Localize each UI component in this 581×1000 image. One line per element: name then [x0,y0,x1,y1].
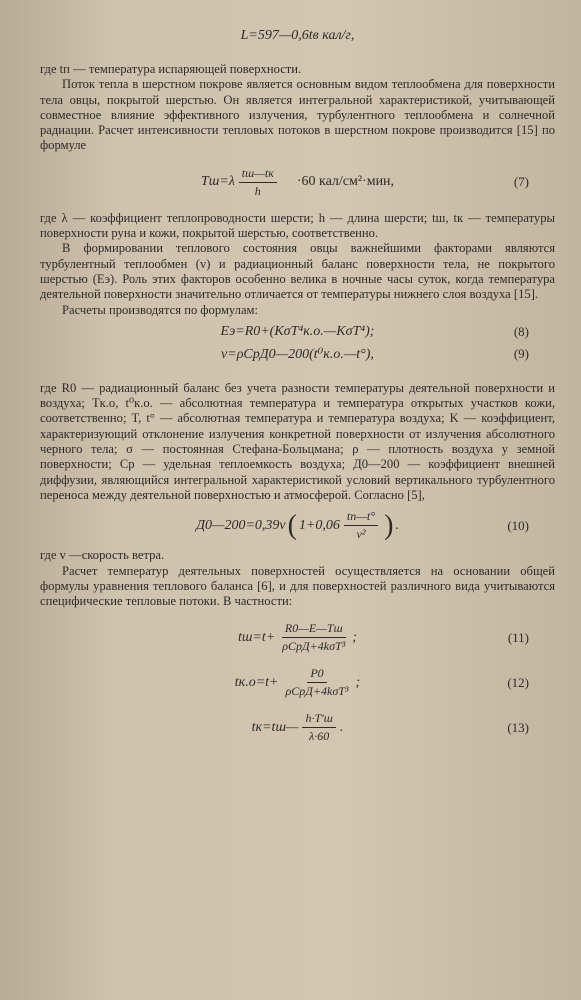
paragraph-evaporating-surface: где tп — температура испаряющей поверхности. [40,62,302,76]
equation-11-right: ; [352,629,357,645]
paragraph-thermal-state: В формировании теплового состояния овцы важнейшими факторами являются турбулентный теплообмен (v) и радиационный баланс поверхности тела, не покрытого шерстью (Eэ). Роль этих факторов особенно велика в ночные часы суток, когда температура деятельной поверхности значительно отличается от температуры нижнего слоя воздуха [15]. [40,241,555,302]
equation-13-right: . [339,719,344,735]
equation-9-number: (9) [513,346,529,362]
equation-10-inner: 1+0,06 [298,517,340,533]
equation-12-denominator: ρCpД+4kσT³ [285,684,349,699]
equation-10-number: (10) [507,517,529,533]
equation-13-fraction [302,711,335,744]
equation-7-number: (7) [513,174,529,190]
equation-11-denominator: ρCpД+4kσT³ [282,639,346,654]
paragraph-wind-speed: где v —скорость ветра. [40,548,165,563]
paragraph-fleece-heat-flow: Поток тепла в шерстном покрове является основным видом теплообмена для поверхности тела овцы, покрытой шерстью. Он является интегральной характеристикой, учитывающей совместное влияние эффективного излучения, турбулентного теплообмена и солнечной радиации. Расчет интенсивности тепловых потоков в шерстном покрове производится [15] по формуле [40,77,555,153]
equation-12-fraction [283,666,352,699]
equation-10-numerator: tп—t° [344,509,378,526]
equation-11 [40,621,555,654]
equation-13-number: (13) [507,719,529,735]
equation-7-fraction [239,166,277,199]
paragraph-calculations-intro: Расчеты производятся по формулам: [62,302,259,317]
paragraph-r0-definition: где R0 — радиационный баланс без учета разности температуры деятельной поверхности и воздуха; Tк.о, t⁰к.о. — абсолютная температура и температура открытых участков кожи, соответственно; T, t° — абсолютная температура и температура воздуха; K — коэффициент, характеризующий отклонение излучения конкретной поверхности от излучения абсолютного черного тела; σ — постоянная Стефана-Больцмана; ρ — плотность воздуха у земной поверхности; Cp — удельная теплоемкость воздуха; Д0—200 — коэффициент внешней диффузии, являющийся интегральной характеристикой условий вертикального турбулентного переноса между деятельной поверхностью и атмосферой. Согласно [5], [40,380,555,502]
equation-7-numerator: tш—tк [239,166,277,183]
equation-12-left: tк.о=t+ [234,674,279,690]
equation-9 [40,346,555,363]
equation-11-numerator: R0—E—Tш [282,621,346,638]
equation-8 [40,324,555,340]
equation-13 [40,711,555,744]
equation-8-text: Eэ=R0+(KσT⁴к.о.—KσT⁴); [220,323,375,339]
equation-13-denominator: λ·60 [309,729,330,744]
equation-10-right: . [395,517,399,533]
equation-12-numerator: P0 [307,666,326,683]
equation-7-left: Tш=λ [200,174,235,190]
equation-8-number: (8) [513,323,529,339]
equation-12-number: (12) [507,674,529,690]
equation-7-right: ·60 кал/см²·мин, [296,174,395,190]
equation-10-denominator: v² [356,527,366,542]
equation-9-text: v=ρCpД0—200(t⁰к.о.—t°), [221,346,374,362]
paragraph-surface-temperature: Расчет температур деятельных поверхностей осуществляется на основании общей формулы уравнения теплового баланса [6], и для поверхностей различного вида учитываются специфические тепловые потоки. В частности: [40,563,555,609]
equation-latent-heat-text: L=597—0,6tв кал/г, [240,28,355,43]
equation-latent-heat [40,28,555,44]
equation-7-denominator: h [254,183,261,198]
equation-13-left: tк=tш— [251,719,299,735]
paragraph-lambda-definition: где λ — коэффициент теплопроводности шерсти; h — длина шерсти; tш, tк — температуры поверхности руна и кожи, покрытой шерстью, соответственно. [40,210,555,241]
equation-10-fraction [344,509,378,542]
equation-11-number: (11) [507,629,529,645]
equation-7 [40,166,555,199]
equation-10: Д0—200=0,39v ( 1+0,06 $\frac{tп—t^\circ}{\text{v²}}$ ) . (10) [196,509,529,542]
equation-13-numerator: h·T′ш [302,711,335,728]
equation-11-fraction [279,621,348,654]
equation-12-right: ; [355,674,361,690]
equation-10-left: Д0—200=0,39v [196,517,286,533]
equation-12 [40,666,555,699]
equation-11-left: tш=t+ [238,629,276,645]
